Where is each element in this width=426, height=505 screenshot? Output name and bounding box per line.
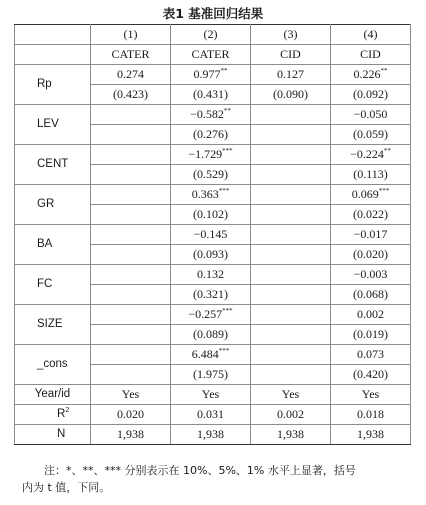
coef-row [15, 265, 411, 285]
variable-name [15, 265, 91, 305]
se-cell [91, 165, 171, 185]
coef-value: −1.729 [188, 147, 223, 161]
coef-value: −0.003 [353, 267, 388, 281]
se-cell [331, 125, 411, 145]
coef-cell [331, 345, 411, 365]
se-value: (0.068) [353, 287, 388, 301]
se-value: (0.423) [113, 87, 148, 101]
coef-cell [251, 265, 331, 285]
footer-label-text: R [57, 408, 66, 420]
coef-cell [171, 65, 251, 85]
table-title: 表1 基准回归结果 [162, 6, 264, 21]
coef-cell [251, 345, 331, 365]
coef-cell [331, 145, 411, 165]
coef-cell [91, 305, 171, 325]
footer-value-text: 0.031 [197, 407, 224, 421]
coef-cell [331, 265, 411, 285]
se-cell [331, 205, 411, 225]
footer-value-text: 1,938 [117, 427, 144, 441]
se-cell [171, 165, 251, 185]
coef-value: −0.017 [353, 227, 388, 241]
se-value: (0.420) [353, 367, 388, 381]
se-cell [171, 85, 251, 105]
coef-value: 0.127 [277, 67, 304, 81]
coef-cell [251, 145, 331, 165]
coef-cell [171, 345, 251, 365]
variable-name [15, 345, 91, 385]
col-number: (2) [171, 25, 251, 45]
se-cell [171, 245, 251, 265]
coef-cell [331, 65, 411, 85]
se-value: (0.093) [193, 247, 228, 261]
coef-row [15, 185, 411, 205]
coef-cell [91, 105, 171, 125]
table-note [22, 462, 412, 496]
superscript: 2 [65, 407, 70, 414]
variable-name [15, 145, 91, 185]
se-cell [251, 325, 331, 345]
se-value: (0.022) [353, 207, 388, 221]
coef-value: 0.073 [357, 347, 384, 361]
se-value: (0.089) [193, 327, 228, 341]
se-cell [91, 365, 171, 385]
footer-value-text: 0.018 [357, 407, 384, 421]
footer-value [251, 425, 331, 445]
variable-label: LEV [37, 118, 59, 130]
se-cell [251, 245, 331, 265]
variable-name [15, 185, 91, 225]
coef-value: −0.224 [350, 147, 384, 161]
footer-value [91, 405, 171, 425]
coef-cell [251, 105, 331, 125]
se-cell [91, 285, 171, 305]
coef-cell [91, 225, 171, 245]
variable-name [15, 225, 91, 265]
coef-cell [171, 105, 251, 125]
footer-value [251, 385, 331, 405]
coef-cell [171, 145, 251, 165]
coef-row [15, 145, 411, 165]
footer-row-r2 [15, 405, 411, 425]
coef-cell [91, 65, 171, 85]
se-value: (0.020) [353, 247, 388, 261]
coef-value: −0.257 [188, 307, 223, 321]
coef-cell [251, 225, 331, 245]
col-number: (4) [331, 25, 411, 45]
dep-var: CID [251, 45, 331, 65]
variable-label: Rp [37, 78, 52, 90]
coef-cell [251, 305, 331, 325]
footer-label [15, 425, 91, 445]
coef-cell [251, 185, 331, 205]
footer-value [171, 385, 251, 405]
header-corner [15, 45, 91, 65]
variable-label: CENT [37, 158, 69, 170]
variable-label: GR [37, 198, 55, 210]
se-cell [251, 165, 331, 185]
coef-cell [331, 225, 411, 245]
coef-value: 0.274 [117, 67, 144, 81]
coef-value: 0.226 [353, 67, 381, 81]
variable-label: FC [37, 278, 53, 290]
se-value: (0.102) [193, 207, 228, 221]
se-value: (0.092) [353, 87, 388, 101]
se-cell [331, 285, 411, 305]
variable-label: _cons [37, 358, 68, 370]
coef-cell [91, 265, 171, 285]
footer-label-text: N [57, 428, 66, 440]
se-cell [331, 245, 411, 265]
footer-value [331, 425, 411, 445]
se-cell [91, 205, 171, 225]
significance-stars: *** [378, 187, 390, 195]
coef-row [15, 105, 411, 125]
footer-row-n [15, 425, 411, 445]
se-value: (0.059) [353, 127, 388, 141]
coef-row [15, 65, 411, 85]
se-cell [331, 325, 411, 345]
coef-value: 0.002 [357, 307, 384, 321]
header-row-depvars [15, 45, 411, 65]
se-cell [171, 325, 251, 345]
footer-label [15, 385, 91, 405]
se-value: (0.529) [193, 167, 228, 181]
coef-value: −0.582 [190, 107, 224, 121]
significance-stars: ** [220, 67, 228, 75]
variable-name [15, 65, 91, 105]
footer-value-text: Yes [121, 387, 140, 401]
coef-row [15, 345, 411, 365]
footer-value-text: 1,938 [357, 427, 384, 441]
coef-row [15, 305, 411, 325]
significance-stars: ** [383, 147, 391, 155]
coef-cell [331, 105, 411, 125]
footer-value [331, 385, 411, 405]
se-value: (0.276) [193, 127, 228, 141]
se-cell [251, 125, 331, 145]
significance-stars: *** [222, 147, 233, 155]
col-number: (3) [251, 25, 331, 45]
footer-value [171, 405, 251, 425]
significance-stars: *** [218, 347, 230, 355]
coef-value: 6.484 [191, 347, 219, 361]
se-cell [171, 365, 251, 385]
regression-table [14, 24, 411, 445]
se-value: (0.431) [193, 87, 228, 101]
coef-cell [331, 305, 411, 325]
coef-cell [171, 265, 251, 285]
significance-stars: ** [223, 107, 231, 115]
footer-label-text: Year/id [34, 388, 71, 400]
se-cell [251, 205, 331, 225]
se-value: (0.090) [273, 87, 308, 101]
coef-cell [331, 185, 411, 205]
footer-row-year-id [15, 385, 411, 405]
significance-stars: *** [222, 307, 233, 315]
footer-value-text: 0.002 [277, 407, 304, 421]
se-cell [251, 85, 331, 105]
se-cell [171, 205, 251, 225]
footer-value-text: Yes [201, 387, 220, 401]
footer-label [15, 405, 91, 425]
variable-name [15, 305, 91, 345]
variable-label: BA [37, 238, 53, 250]
coef-value: 0.132 [197, 267, 224, 281]
se-cell [251, 365, 331, 385]
footer-value-text: 1,938 [277, 427, 304, 441]
coef-row [15, 225, 411, 245]
footer-value [251, 405, 331, 425]
se-cell [171, 285, 251, 305]
se-value: (0.019) [353, 327, 388, 341]
coef-cell [171, 225, 251, 245]
header-corner [15, 25, 91, 45]
coef-cell [91, 345, 171, 365]
coef-value: 0.363 [191, 187, 219, 201]
header-row-numbers [15, 25, 411, 45]
se-cell [331, 165, 411, 185]
se-value: (1.975) [193, 367, 228, 381]
footer-value-text: Yes [361, 387, 380, 401]
variable-name [15, 105, 91, 145]
coef-cell [171, 185, 251, 205]
significance-stars: ** [380, 67, 388, 75]
se-cell [331, 365, 411, 385]
se-cell [91, 85, 171, 105]
footer-value-text: 0.020 [117, 407, 144, 421]
col-number: (1) [91, 25, 171, 45]
coef-value: −0.050 [353, 107, 388, 121]
se-cell [171, 125, 251, 145]
footer-value [91, 385, 171, 405]
se-cell [331, 85, 411, 105]
footer-value-text: Yes [281, 387, 300, 401]
significance-stars: *** [218, 187, 230, 195]
note-line-2: 内为 t 值，下同。 [22, 481, 111, 494]
coef-cell [251, 65, 331, 85]
dep-var: CID [331, 45, 411, 65]
coef-value: 0.069 [351, 187, 379, 201]
variable-label: SIZE [37, 318, 63, 330]
footer-value-text: 1,938 [197, 427, 224, 441]
footer-value [171, 425, 251, 445]
se-value: (0.113) [353, 167, 388, 181]
coef-value: −0.145 [193, 227, 228, 241]
se-cell [91, 125, 171, 145]
se-value: (0.321) [193, 287, 228, 301]
coef-value: 0.977 [193, 67, 221, 81]
se-cell [251, 285, 331, 305]
note-line-1: 注：*、**、*** 分别表示在 10%、5%、1% 水平上显著，括号 [44, 464, 356, 477]
footer-value [91, 425, 171, 445]
coef-cell [171, 305, 251, 325]
dep-var: CATER [171, 45, 251, 65]
dep-var: CATER [91, 45, 171, 65]
se-cell [91, 325, 171, 345]
se-cell [91, 245, 171, 265]
footer-value [331, 405, 411, 425]
coef-cell [91, 185, 171, 205]
coef-cell [91, 145, 171, 165]
